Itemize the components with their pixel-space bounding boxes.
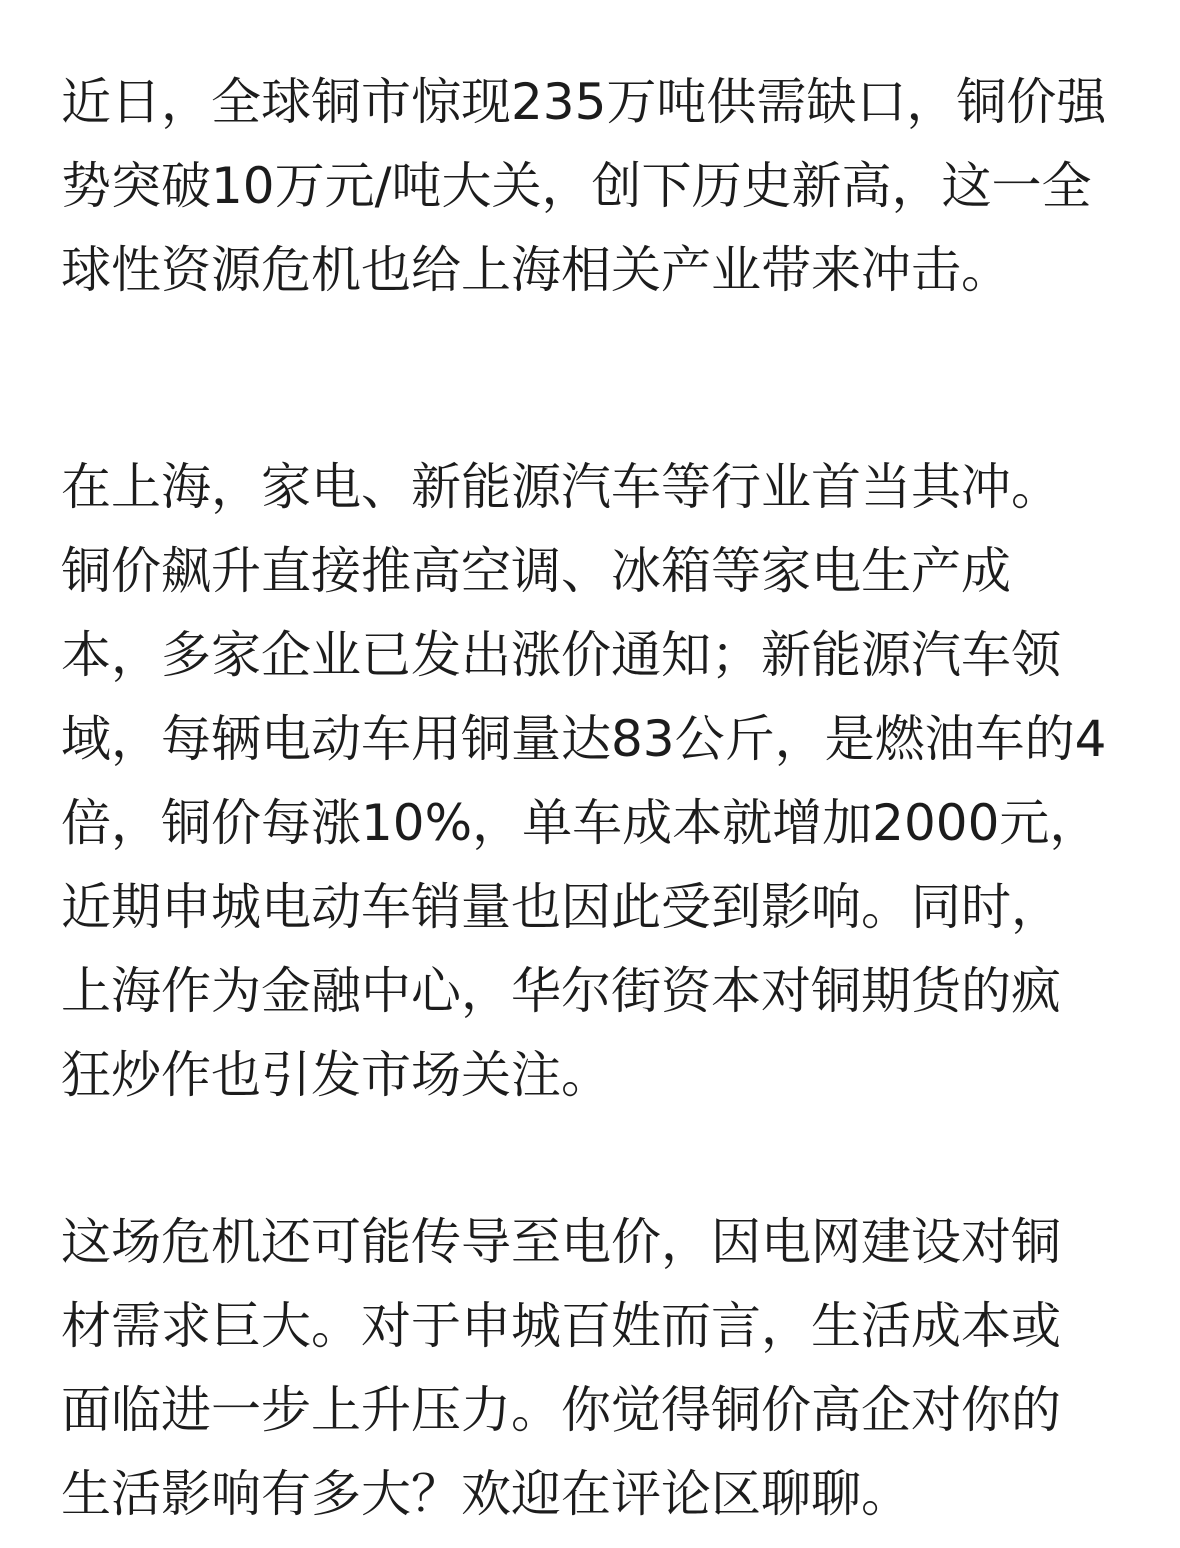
paragraph-line: 铜价飙升直接推高空调、冰箱等家电生产成 bbox=[61, 542, 1011, 600]
paragraph-3 bbox=[61, 1200, 1061, 1536]
paragraph-line: 倍，铜价每涨10%，单车成本就增加2000元， bbox=[61, 794, 1100, 852]
paragraph-line: 上海作为金融中心，华尔街资本对铜期货的疯 bbox=[61, 962, 1061, 1020]
paragraph-2 bbox=[61, 445, 1106, 1117]
paragraph-line: 域，每辆电动车用铜量达83公斤，是燃油车的4 bbox=[61, 710, 1107, 768]
paragraph-line: 本，多家企业已发出涨价通知；新能源汽车领 bbox=[61, 626, 1061, 684]
paragraph-line: 材需求巨大。对于申城百姓而言，生活成本或 bbox=[61, 1297, 1061, 1355]
paragraph-line: 狂炒作也引发市场关注。 bbox=[61, 1046, 611, 1104]
paragraph-line: 近期申城电动车销量也因此受到影响。同时， bbox=[61, 878, 1061, 936]
paragraph-line: 这场危机还可能传导至电价，因电网建设对铜 bbox=[61, 1213, 1061, 1271]
paragraph-line: 势突破10万元/吨大关，创下历史新高，这一全 bbox=[61, 157, 1092, 215]
paragraph-line: 生活影响有多大？欢迎在评论区聊聊。 bbox=[61, 1465, 911, 1523]
paragraph-1 bbox=[61, 60, 1106, 312]
paragraph-line: 在上海，家电、新能源汽车等行业首当其冲。 bbox=[61, 458, 1061, 516]
paragraph-line: 近日，全球铜市惊现235万吨供需缺口，铜价强 bbox=[61, 73, 1107, 131]
paragraph-line: 球性资源危机也给上海相关产业带来冲击。 bbox=[61, 241, 1011, 299]
paragraph-line: 面临进一步上升压力。你觉得铜价高企对你的 bbox=[61, 1381, 1061, 1439]
